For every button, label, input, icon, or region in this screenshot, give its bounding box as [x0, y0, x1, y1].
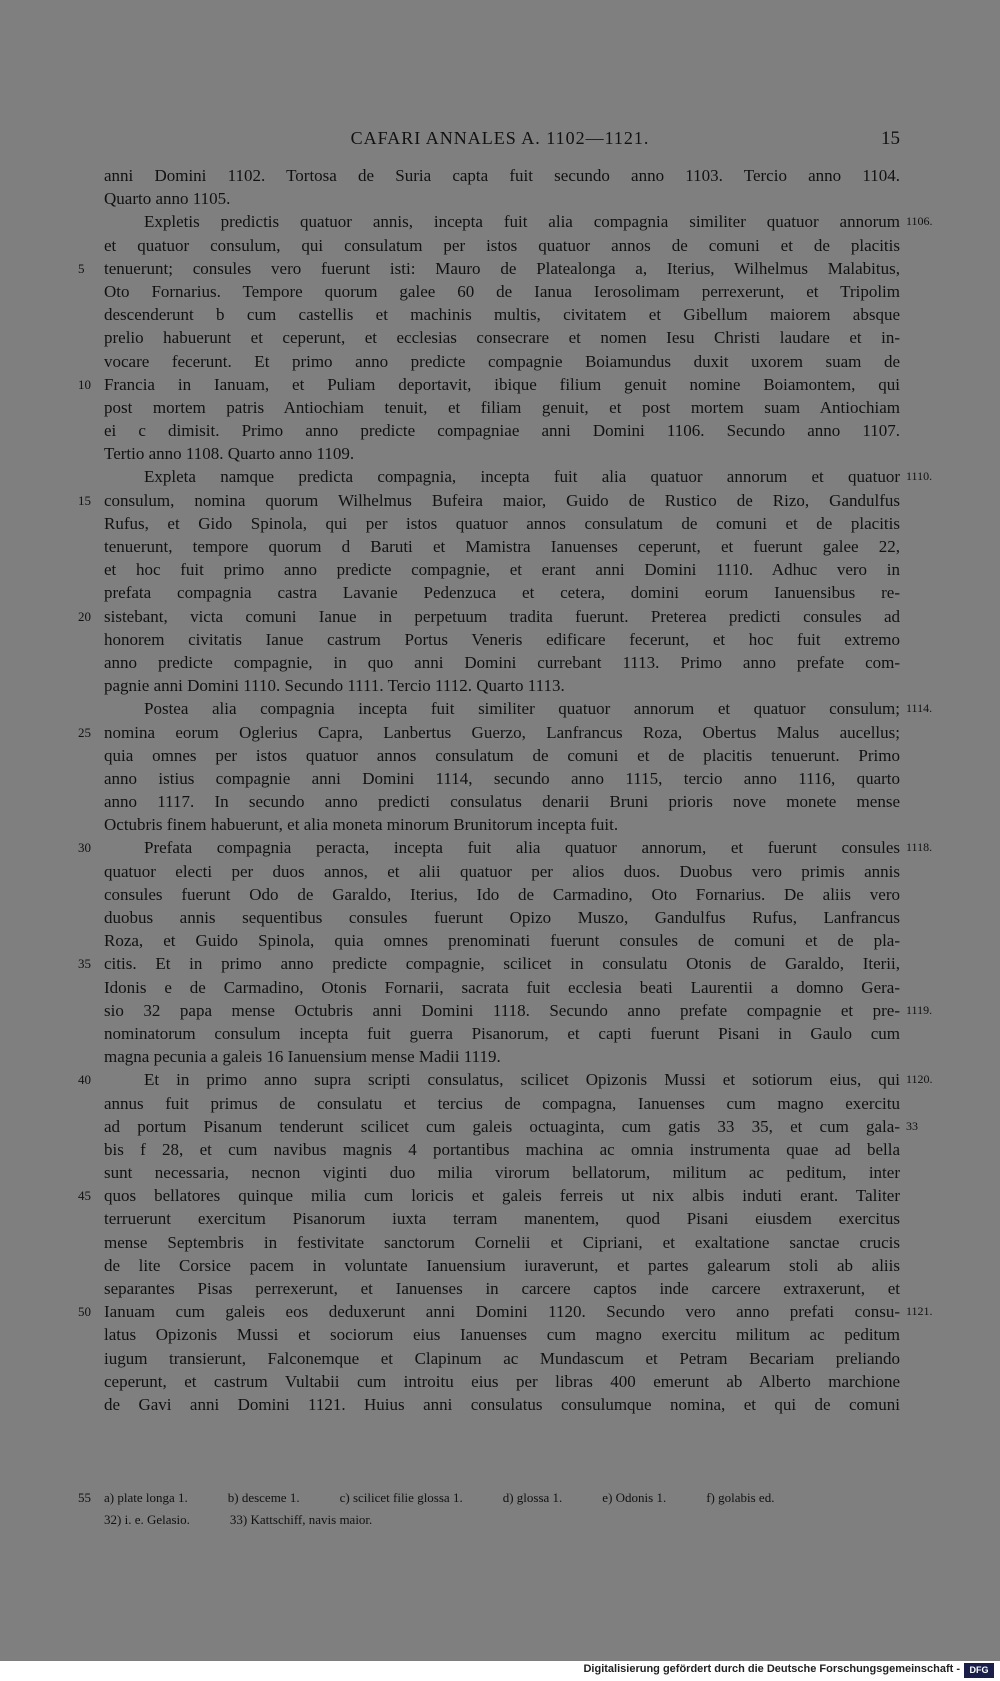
body-text [78, 164, 933, 1416]
text-line [104, 744, 900, 767]
text-line [104, 929, 900, 952]
line-text: Quarto anno 1105. [104, 189, 231, 209]
line-text: descenderunt b cum castellis et machinis multis, civitatem et Gibellum maiorem absque [104, 305, 900, 325]
footnote: c) scilicet filie glossa 1. [339, 1490, 463, 1505]
line-text: Rufus, et Gido Spinola, qui per istos quatuor annos consulatum de comuni et de placitis [104, 513, 900, 533]
line-text: nomina eorum Oglerius Capra, Lanbertus Guerzo, Lanfrancus Roza, Obertus Malus aucellus; [104, 722, 900, 742]
text-line [104, 303, 900, 326]
line-text: et quatuor consulum, qui consulatum per istos quatuor annos de comuni et de placitis [104, 235, 900, 255]
text-line [104, 1277, 900, 1300]
text-line [104, 164, 900, 187]
line-text: ei c dimisit. Primo anno predicte compagniae anni Domini 1106. Secundo anno 1107. [104, 421, 900, 441]
line-text: sistebant, victa comuni Ianue in perpetuum tradita fuerunt. Preterea predicti consules ad [104, 606, 900, 626]
text-line [104, 976, 900, 999]
text-line [78, 1068, 933, 1091]
line-text: Postea alia compagnia incepta fuit similiter quatuor annorum et quatuor consulum; [144, 699, 900, 719]
line-text: sunt necessaria, necnon viginti duo milia virorum bellatorum, militum ac peditum, inter [104, 1163, 900, 1183]
line-text: ad portum Pisanum tenderunt scilicet cum galeis octuaginta, cum gatis 33 35, et cum gala- [104, 1116, 900, 1136]
margin-year-note: 1114. [906, 701, 933, 716]
text-line [104, 767, 900, 790]
line-text: mense Septembris in festivitate sanctorum Cornelii et Cipriani, et exaltatione sanctae crucis [104, 1232, 900, 1252]
line-text: anno istius compagnie anni Domini 1114, secundo anno 1115, tercio anno 1116, quarto [104, 768, 900, 788]
text-line [78, 1300, 933, 1323]
line-text: Ianuam cum galeis eos deduxerunt anni Domini 1120. Secundo vero anno prefati consu- [104, 1302, 900, 1322]
text-line [104, 396, 900, 419]
text-line [78, 257, 900, 280]
text-line [104, 1045, 900, 1068]
text-line [104, 512, 900, 535]
line-text: latus Opizonis Mussi et sociorum eius Ianuenses cum magno exercitu militum ac peditum [104, 1325, 900, 1345]
line-number: 50 [78, 1304, 91, 1320]
text-line [104, 1207, 900, 1230]
text-line [104, 1370, 900, 1393]
line-text: consules fuerunt Odo de Garaldo, Iterius, Ido de Carmadino, Oto Fornarius. De aliis vero [104, 884, 900, 904]
line-text: prelio habuerunt et ceperunt, et ecclesias consecrare et nomen Iesu Christi laudare et in- [104, 328, 900, 348]
page-number: 15 [881, 128, 900, 149]
footnote: a) plate longa 1. [104, 1490, 188, 1505]
text-line [104, 790, 900, 813]
line-text: duobus annis sequentibus consules fuerunt Opizo Muszo, Gandulfus Rufus, Lanfrancus [104, 908, 900, 927]
running-header [100, 126, 900, 152]
text-line [104, 187, 900, 210]
line-text: magna pecunia a galeis 16 Ianuensium mense Madii 1119. [104, 1047, 501, 1067]
line-number: 55 [78, 1490, 91, 1505]
line-text: consulum, nomina quorum Wilhelmus Bufeira maior, Guido de Rustico de Rizo, Gandulfus [104, 490, 900, 510]
line-text: citis. Et in primo anno predicte compagnie, scilicet in consulatu Otonis de Garaldo, Iterii, [104, 954, 900, 974]
footnote: 33) Kattschiff, navis maior. [229, 1512, 373, 1527]
text-line [104, 1115, 918, 1138]
footnotes [78, 1487, 900, 1531]
line-text: Expletis predictis quatuor annis, incepta fuit alia compagnia similiter quatuor annorum [144, 212, 900, 232]
line-text: tenuerunt; consules vero fuerunt isti: Mauro de Platealonga a, Iterius, Wilhelmus Malabitus, [104, 258, 900, 278]
footnote: d) glossa 1. [502, 1490, 563, 1505]
line-text: ceperunt, et castrum Vultabii cum introitu eius per libras 400 emerunt ab Alberto marchione [104, 1371, 900, 1391]
text-line [104, 1393, 900, 1416]
line-text: Prefata compagnia peracta, incepta fuit alia quatuor annorum, et fuerunt consules [144, 838, 900, 858]
text-line [104, 465, 933, 488]
text-line [78, 489, 900, 512]
line-text: tenuerunt, tempore quorum d Baruti et Mamistra Ianuenses ceperunt, et fuerunt galee 22, [104, 537, 900, 556]
margin-year-note: 1120. [906, 1072, 933, 1087]
line-text: nominatorum consulum incepta fuit guerra Pisanorum, et capti fuerunt Pisani in Gaulo cum [104, 1023, 900, 1043]
footnote: e) Odonis 1. [602, 1490, 667, 1505]
text-line [104, 210, 933, 233]
margin-year-note: 1110. [906, 469, 933, 484]
line-text: Roza, et Guido Spinola, quia omnes prenominati fuerunt consules de comuni et de pla- [104, 931, 900, 951]
text-line [104, 581, 900, 604]
text-line [104, 1347, 900, 1370]
text-line [104, 442, 900, 465]
line-number: 30 [78, 840, 91, 856]
line-number: 35 [78, 956, 91, 972]
line-text: Francia in Ianuam, et Puliam deportavit, ibique filium genuit nomine Boiamontem, qui [104, 374, 900, 394]
text-line [104, 628, 900, 651]
line-text: bis f 28, et cum navibus magnis 4 portantibus machina ac omnia instrumenta quae ad bella [104, 1139, 900, 1159]
line-text: Oto Fornarius. Tempore quorum galee 60 de Ianua Ierosolimam perrexerunt, et Tripolim [104, 281, 900, 301]
line-text: Tertio anno 1108. Quarto anno 1109. [104, 444, 355, 464]
footnote: f) golabis ed. [706, 1490, 775, 1505]
text-line [104, 558, 900, 581]
line-text: annus fuit primus de consulatu et tercius de compagna, Ianuenses cum magno exercitu [104, 1093, 900, 1113]
line-text: et hoc fuit primo anno predicte compagnie, et erant anni Domini 1110. Adhuc vero in [104, 560, 900, 580]
margin-year-note: 1118. [906, 840, 933, 855]
text-line [104, 1022, 900, 1045]
line-number: 45 [78, 1188, 91, 1204]
footnote: 32) i. e. Gelasio. [104, 1512, 190, 1527]
margin-year-note: 1119. [906, 1002, 933, 1017]
running-title: CAFARI ANNALES A. 1102—1121. [350, 128, 650, 148]
margin-year-note: 1121. [906, 1304, 933, 1319]
line-text: de lite Corsice pacem in voluntate Ianuensium iuraverunt, et partes galearum stoli ab aliis [104, 1255, 900, 1275]
text-line [78, 1184, 900, 1207]
text-line [104, 651, 900, 674]
line-text: anno predicte compagnie, in quo anni Domini currebant 1113. Primo anno prefate com- [104, 652, 900, 672]
text-line [104, 535, 900, 558]
footnote-line-2 [104, 1509, 900, 1531]
line-text: Expleta namque predicta compagnia, incepta fuit alia quatuor annorum et quatuor [144, 467, 900, 487]
text-line [104, 674, 900, 697]
line-text: post mortem patris Antiochiam tenuit, et filiam genuit, et post mortem suam Antiochiam [104, 397, 900, 417]
line-text: anni Domini 1102. Tortosa de Suria capta fuit secundo anno 1103. Tercio anno 1104. [104, 166, 900, 185]
line-number: 15 [78, 492, 91, 508]
line-text: quos bellatores quinque milia cum loricis et galeis ferreis ut nix albis induti erant. Taliter [104, 1186, 900, 1206]
dfg-logo: DFG [964, 1663, 994, 1678]
text-line [78, 836, 933, 859]
line-text: quatuor electi per duos annos, et alii quatuor per alios duos. Duobus vero primis annis [104, 861, 900, 881]
line-text: prefata compagnia castra Lavanie Pedenzuca et cetera, domini eorum Ianuensibus re- [104, 583, 900, 603]
text-line [104, 419, 900, 442]
line-text: quia omnes per istos quatuor annos consulatum de comuni et de placitis tenuerunt. Primo [104, 745, 900, 765]
text-line [104, 350, 900, 373]
line-number: 25 [78, 724, 91, 740]
text-line [104, 813, 900, 836]
digitization-footer [0, 1661, 1000, 1681]
text-line [104, 1254, 900, 1277]
text-line [104, 280, 900, 303]
line-text: Octubris finem habuerunt, et alia moneta minorum Brunitorum incepta fuit. [104, 815, 619, 835]
line-text: terruerunt exercitum Pisanorum iuxta terram manentem, quod Pisani eiusdem exercitus [104, 1209, 900, 1229]
line-text: de Gavi anni Domini 1121. Huius anni consulatus consulumque nomina, et qui de comuni [104, 1394, 900, 1414]
text-line [104, 234, 900, 257]
line-text: vocare fecerunt. Et primo anno predicte compagnie Boiamundus duxit uxorem suam de [104, 351, 900, 371]
line-number: 20 [78, 608, 91, 624]
text-line [104, 906, 900, 929]
text-line [104, 1161, 900, 1184]
line-text: anno 1117. In secundo anno predicti consulatus denarii Bruni prioris nove monete mense [104, 792, 900, 812]
line-text: pagnie anni Domini 1110. Secundo 1111. Tercio 1112. Quarto 1113. [104, 676, 565, 696]
line-text: iugum transierunt, Falconemque et Clapinum ac Mundascum et Petram Becariam preliando [104, 1348, 900, 1368]
line-text: honorem civitatis Ianue castrum Portus Veneris edificare fecerunt, et hoc fuit extremo [104, 629, 900, 649]
line-text: sio 32 papa mense Octubris anni Domini 1118. Secundo anno prefate compagnie et pre- [104, 1000, 900, 1020]
line-text: Idonis e de Carmadino, Otonis Fornarii, sacrata fuit ecclesia beati Laurentii a domno Gera- [104, 977, 900, 997]
text-line [104, 1323, 900, 1346]
line-number: 5 [78, 260, 85, 276]
funding-credit: Digitalisierung gefördert durch die Deutsche Forschungsgemeinschaft - [583, 1663, 960, 1675]
text-line [78, 952, 900, 975]
text-line [104, 999, 933, 1022]
line-text: separantes Pisas perrexerunt, et Ianuenses in carcere captos inde carcere extraxerunt, et [104, 1279, 900, 1298]
text-line [104, 326, 900, 349]
margin-year-note: 33 [906, 1118, 918, 1133]
text-line [104, 1138, 900, 1161]
text-line [104, 883, 900, 906]
text-line [104, 860, 900, 883]
line-text: Et in primo anno supra scripti consulatus, scilicet Opizonis Mussi et sotiorum eius, qui [144, 1070, 900, 1090]
line-number: 40 [78, 1072, 91, 1088]
text-line [78, 373, 900, 396]
text-line [104, 697, 933, 720]
footnote-line-1 [78, 1487, 900, 1509]
footnote: b) desceme 1. [227, 1490, 300, 1505]
text-line [78, 721, 900, 744]
text-line [104, 1231, 900, 1254]
text-line [78, 605, 900, 628]
line-number: 10 [78, 376, 91, 392]
margin-year-note: 1106. [906, 214, 933, 229]
text-line [104, 1092, 900, 1115]
